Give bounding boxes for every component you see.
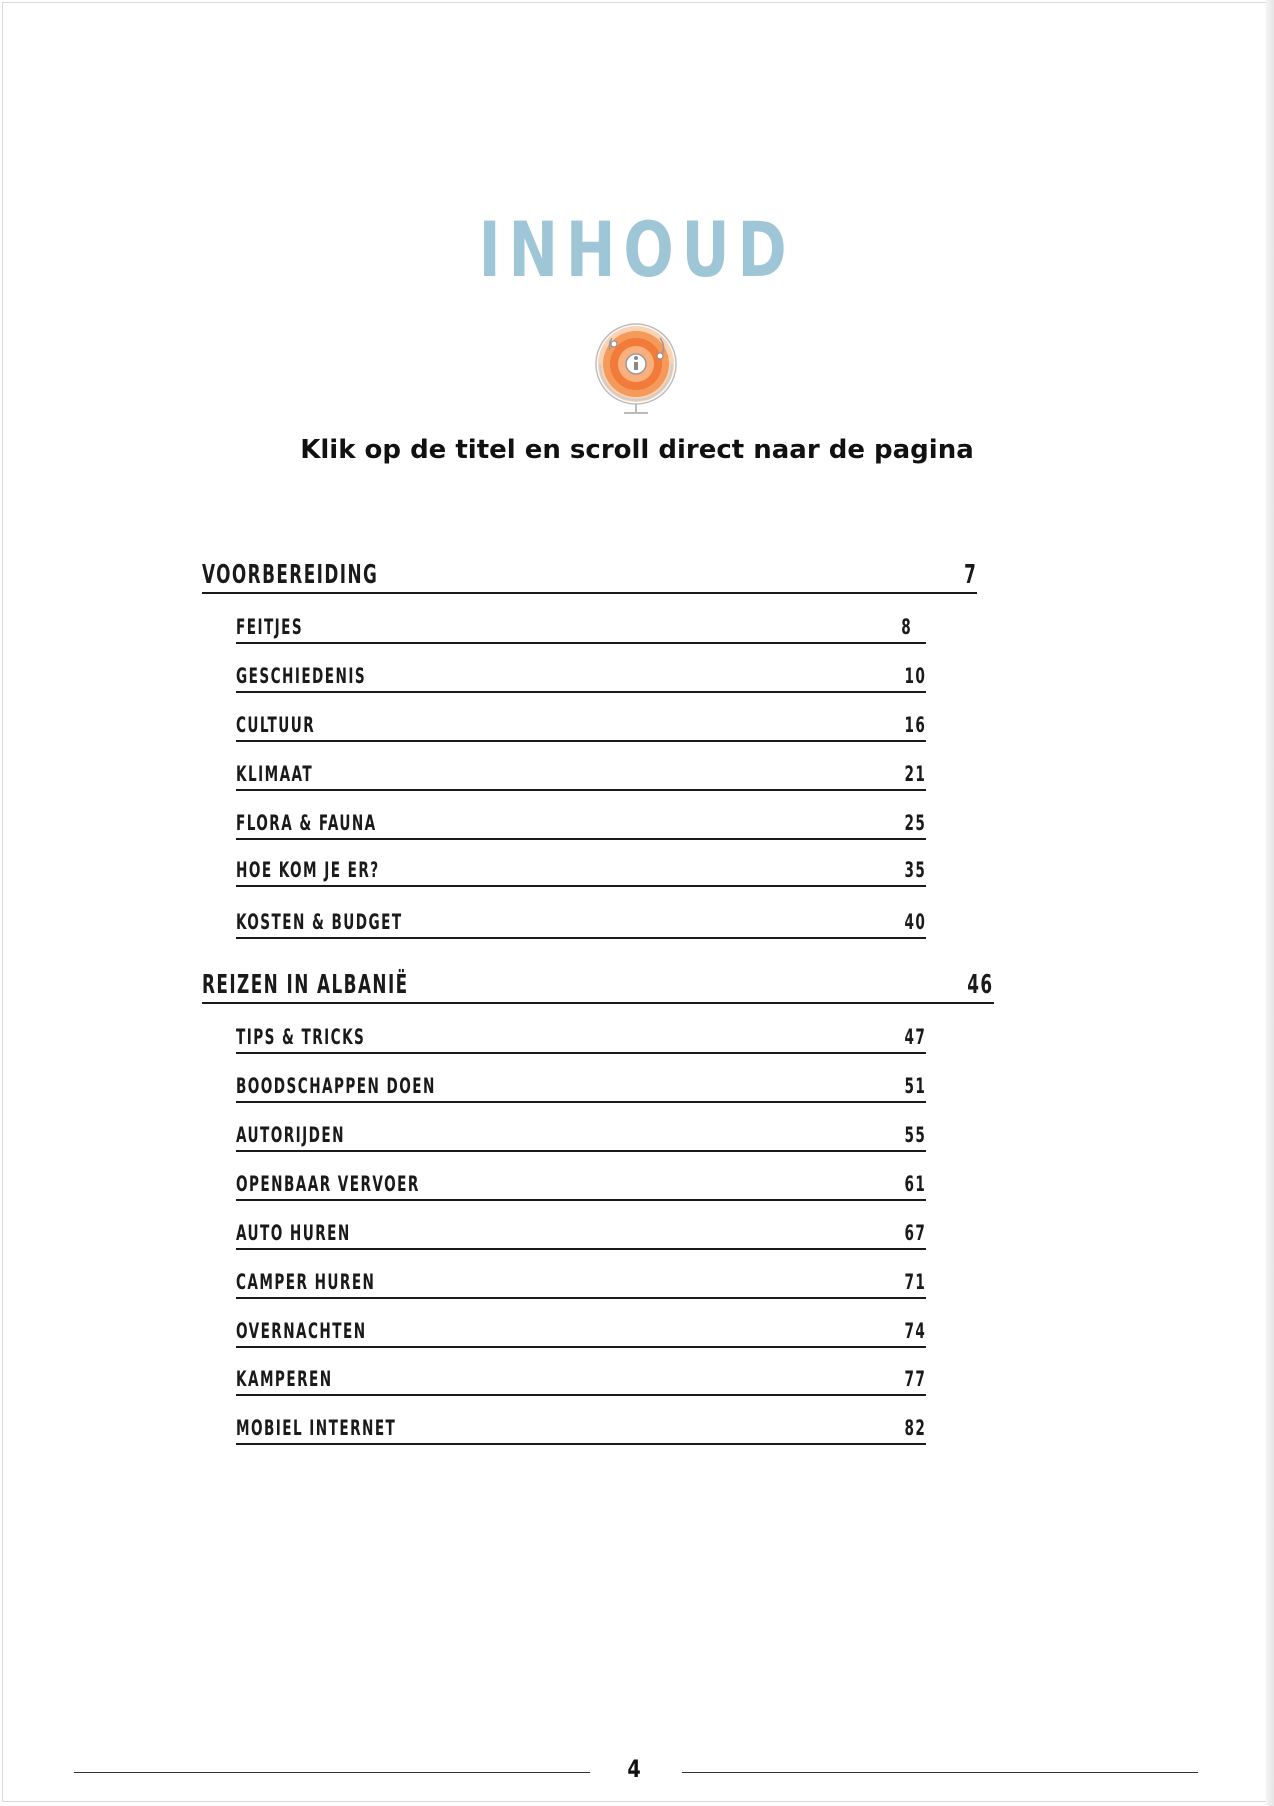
toc-item-kosten-budget[interactable] [236,905,926,939]
page-title: INHOUD [478,205,795,294]
toc-item-label: AUTO HUREN [236,1221,351,1245]
toc-item-page: 25 [904,811,926,835]
toc-section-reizen-in-albanie[interactable] [202,964,994,1004]
toc-item-page: 35 [904,858,926,882]
toc-item-label: FLORA & FAUNA [236,811,377,835]
toc-item-page: 16 [904,713,926,737]
toc-item-label: KOSTEN & BUDGET [236,910,403,934]
toc-item-cultuur[interactable] [236,708,926,742]
toc-item-overnachten[interactable] [236,1314,926,1348]
toc-item-label: KLIMAAT [236,762,314,786]
toc-item-page: 21 [904,762,926,786]
toc-item-label: TIPS & TRICKS [236,1025,366,1049]
toc-item-tips-tricks[interactable] [236,1020,926,1054]
toc-item-mobiel-internet[interactable] [236,1411,926,1445]
toc-section-label: REIZEN IN ALBANIË [202,970,409,1000]
toc-item-label: FEITJES [236,615,304,639]
page-subtitle: Klik op de titel en scroll direct naar de pagina [300,435,974,465]
toc-item-boodschappen-doen[interactable] [236,1069,926,1103]
toc-item-label: HOE KOM JE ER? [236,858,380,882]
toc-item-page: 40 [904,910,926,934]
toc-item-page: 82 [904,1416,926,1440]
info-globe-icon [590,322,682,418]
toc-item-page: 51 [904,1074,926,1098]
toc-item-camper-huren[interactable] [236,1265,926,1299]
footer-rule-right [682,1772,1198,1773]
toc-item-openbaar-vervoer[interactable] [236,1167,926,1201]
toc-item-page: 47 [904,1025,926,1049]
toc-section-label: VOORBEREIDING [202,560,379,590]
toc-item-page: 61 [904,1172,926,1196]
toc-item-page: 74 [904,1319,926,1343]
toc-item-autorijden[interactable] [236,1118,926,1152]
toc-item-label: AUTORIJDEN [236,1123,345,1147]
toc-item-flora-fauna[interactable] [236,806,926,840]
footer-rule-left [74,1772,590,1773]
toc-item-page: 71 [904,1270,926,1294]
toc-item-label: CAMPER HUREN [236,1270,376,1294]
toc-item-klimaat[interactable] [236,757,926,791]
toc-item-auto-huren[interactable] [236,1216,926,1250]
toc-item-page: 55 [904,1123,926,1147]
toc-item-page: 77 [904,1367,926,1391]
toc-item-label: CULTUUR [236,713,316,737]
toc-item-feitjes[interactable] [236,610,926,644]
toc-item-label: KAMPEREN [236,1367,333,1391]
toc-item-page: 67 [904,1221,926,1245]
toc-item-page: 10 [904,664,926,688]
page-edge-shadow [1266,0,1274,1806]
toc-item-hoe-kom-je-er[interactable] [236,853,926,887]
toc-item-label: GESCHIEDENIS [236,664,367,688]
toc-item-label: MOBIEL INTERNET [236,1416,397,1440]
toc-item-label: BOODSCHAPPEN DOEN [236,1074,436,1098]
toc-item-page: 8 [901,615,912,639]
toc-section-page: 46 [967,970,994,1000]
toc-item-kamperen[interactable] [236,1362,926,1396]
toc-item-label: OPENBAAR VERVOER [236,1172,420,1196]
toc-section-voorbereiding[interactable] [202,554,977,594]
toc-section-page: 7 [963,560,977,590]
page-number: 4 [627,1755,641,1783]
toc-item-label: OVERNACHTEN [236,1319,367,1343]
toc-item-geschiedenis[interactable] [236,659,926,693]
